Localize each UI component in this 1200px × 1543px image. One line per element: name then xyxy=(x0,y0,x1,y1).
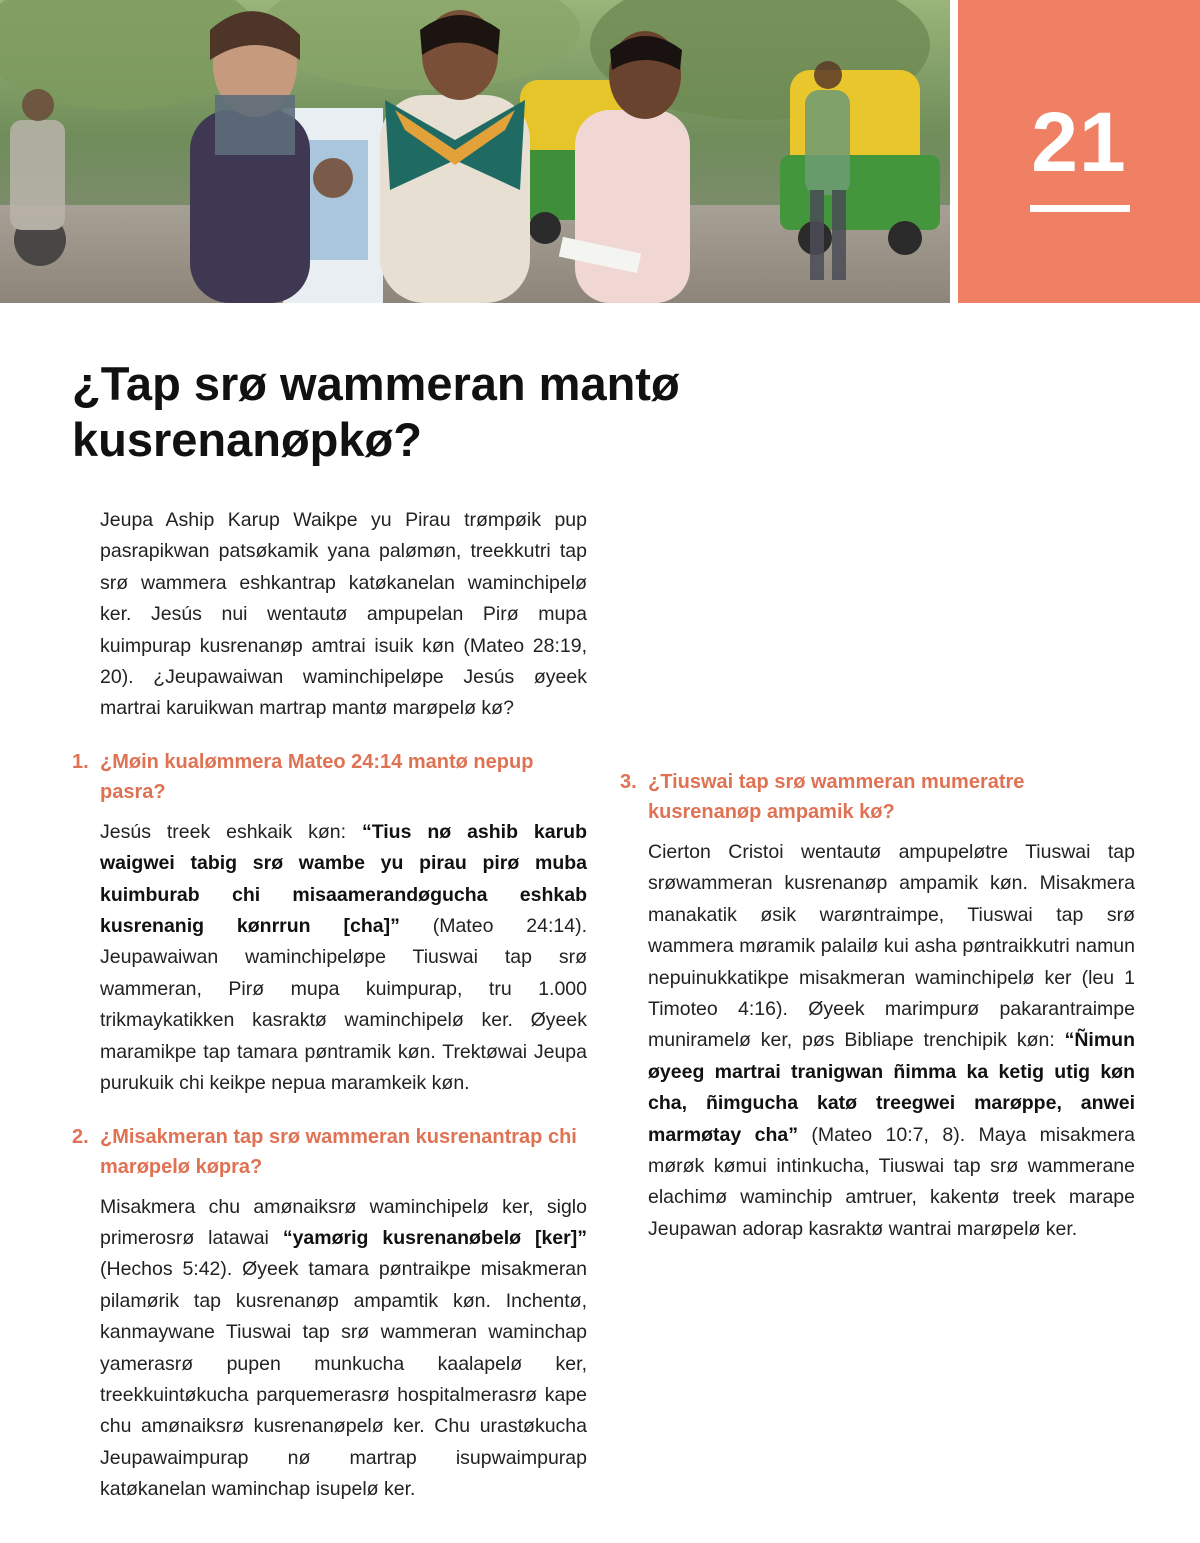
right-column xyxy=(620,505,1135,1245)
chapter-number: 21 xyxy=(1031,95,1127,189)
question-2-text: ¿Misakmeran tap srø wammeran kusrenantrap chi marøpelø køpra? xyxy=(100,1125,577,1178)
answer-2-text-b: (Hechos 5:42). Øyeek tamara pøntraikpe misakmeran pilamørik tap kusrenanøp ampamtik køn. Inchentø, kanmaywane Tiuswai tap srø wammeran waminchap yamerasrø pupen munkucha kaalapelø ker, treekkuintøkucha parquemerasrø hospitalmerasrø kape chu amønaiksrø kusrenanøpelø ker. Chu urastøkucha Jeupawaimpurap nø martrap isupwaimpurap katøkanelan waminchap isupelø ker. xyxy=(100,1258,587,1501)
answer-1-paragraph xyxy=(72,817,587,1100)
street-scene-illustration xyxy=(0,0,950,303)
answer-1-text-a: Jesús treek eshkaik køn: xyxy=(100,820,362,843)
rickshaw-right xyxy=(780,70,940,255)
answer-3-quote: “Ñimun øyeeg martrai tranigwan ñimma ka ketig utig køn cha, ñimgucha katø treegwei marøppe, anwei marmøtay cha” xyxy=(648,1029,1135,1146)
answer-3-text-b: (Mateo 10:7, 8). Maya misakmera mørøk kømui intinkucha, Tiuswai tap srø wammerane elachimø waminchip amtruer, kakentø treek marape Jeupawan adorap kasraktø wantrai marøpelø ker. xyxy=(648,1123,1136,1240)
header-photo xyxy=(0,0,950,303)
answer-2-text-a: Misakmera chu amønaiksrø waminchipelø ker, siglo primerosrø latawai xyxy=(100,1195,587,1249)
answer-1-quote: “Tius nø ashib karub waigwei tabig srø wambe yu pirau pirø muba kuimburab chi misaamerandøgucha eshkab kusrenanig kønrrun [cha]” xyxy=(100,820,587,938)
question-1-heading xyxy=(72,747,587,807)
intro-paragraph: Jeupa Aship Karup Waikpe yu Pirau trømpøik pup pasrapikwan patsøkamik yana palømøn, treekkutri tap srø wammera eshkantrap katøkanelan waminchipelø ker. Jesús nui wentautø ampupelan Pirø mupa kuimpurap kusrenanøp amtrai isuik køn (Mateo 28:19, 20). ¿Jeupawaiwan waminchipeløpe Jesús øyeek martrai karuikwan martrap mantø marøpelø kø? xyxy=(100,509,587,720)
chapter-underline xyxy=(1030,205,1130,212)
page-title: ¿Tap srø wammeran mantø kusrenanøpkø? xyxy=(72,357,680,466)
chapter-badge xyxy=(958,0,1200,303)
answer-3-text-a: Cierton Cristoi wentautø ampupeløtre Tiuswai tap srøwammeran kusrenanøp ampamik køn. Misakmera manakatik øsik warøntraimpe, Tiuswai tap srø wammera møramik palailø kui asha pøntraikkutri namun nepuinukkatikpe misakmeran waminchipelø ker (leu 1 Timoteo 4:16). Øyeek marimpurø pakarantraimpe muniramelø ker, pøs Bibliape trenchipik køn: xyxy=(648,841,1135,1052)
answer-2-quote: “yamørig kusrenanøbelø [ker]” xyxy=(282,1226,587,1249)
question-3-text: ¿Tiuswai tap srø wammeran mumeratre kusrenanøp ampamik kø? xyxy=(648,771,1025,823)
question-1-number: 1. xyxy=(72,750,89,773)
question-2-heading xyxy=(72,1122,587,1182)
left-column xyxy=(72,505,587,1506)
question-2-number: 2. xyxy=(72,1125,89,1148)
answer-3-paragraph xyxy=(620,837,1135,1245)
answer-1-text-b: (Mateo 24:14). Jeupawaiwan waminchipeløpe Tiuswai tap srø wammeran, Pirø mupa kuimpurap, tru 1.000 trikmaykatikken kasraktø waminchipelø ker. Øyeek maramikpe tap tamara pøntramik køn. Trektøwai Jeupa purukuik chi keikpe nepua maramkeik køn. xyxy=(100,915,588,1095)
question-3-heading xyxy=(620,767,1135,827)
answer-2-paragraph xyxy=(72,1192,587,1506)
question-1-text: ¿Møin kualømmera Mateo 24:14 mantø nepup pasra? xyxy=(100,750,534,803)
question-3-number: 3. xyxy=(620,771,637,793)
